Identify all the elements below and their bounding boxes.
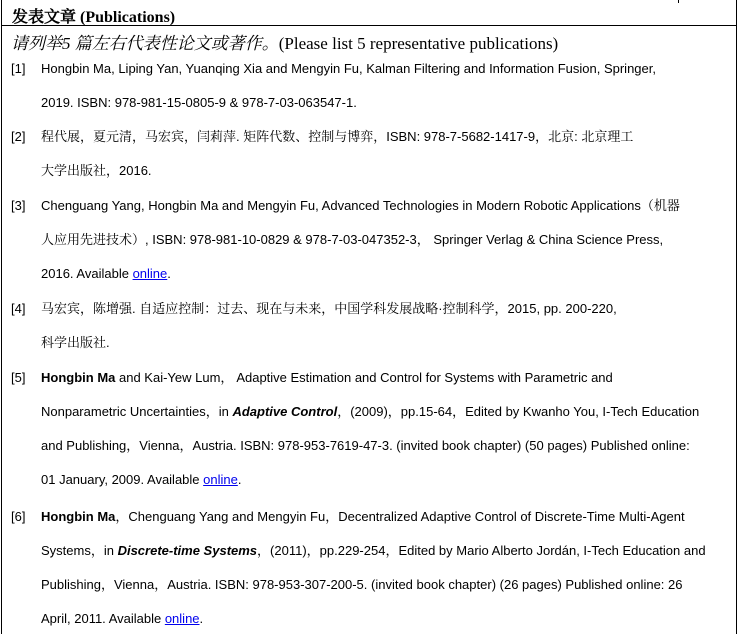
online-link[interactable]: online — [203, 472, 238, 487]
publication-number: [3] — [11, 198, 26, 213]
publication-text-line — [41, 500, 685, 534]
book-title: Discrete-time Systems — [117, 543, 258, 558]
publication-text-line: 马宏宾，陈增强. 自适应控制：过去、现在与未来，中国学科发展战略·控制科学，2015, pp. 200-220, — [41, 301, 617, 316]
book-title: Adaptive Control — [232, 404, 338, 419]
publication-text-line: 2019. ISBN: 978-981-15-0805-9 & 978-7-03-063547-1. — [41, 95, 357, 110]
online-link[interactable]: online — [164, 611, 200, 626]
publication-number: [4] — [11, 301, 26, 316]
publication-text-line: Publishing，Vienna，Austria. ISBN: 978-953-307-200-5. (invited book chapter) (26 pages) Published online: 26 — [41, 577, 683, 592]
publication-text: and Kai-Yew Lum， Adaptive Estimation and Control for Systems with Parametric and — [115, 370, 613, 385]
publication-text-line: 科学出版社. — [41, 335, 110, 350]
publication-text-line: 程代展，夏元清，马宏宾，闫莉萍. 矩阵代数、控制与博弈，ISBN: 978-7-5682-1417-9，北京: 北京理工 — [41, 129, 634, 144]
publication-text-line: 大学出版社，2016. — [41, 163, 152, 178]
publication-text: ，Chenguang Yang and Mengyin Fu，Decentralized Adaptive Control of Discrete-Time Multi-Agent — [115, 509, 685, 524]
publication-text-line: Hongbin Ma, Liping Yan, Yuanqing Xia and Mengyin Fu, Kalman Filtering and Information Fusion, Springer, — [41, 61, 656, 76]
publication-text-line — [41, 463, 241, 497]
publication-text: . — [167, 266, 171, 281]
publication-number: [1] — [11, 61, 26, 76]
author-name: Hongbin Ma — [41, 509, 116, 524]
publication-text-line: Chenguang Yang, Hongbin Ma and Mengyin Fu, Advanced Technologies in Modern Robotic Applications（机器 — [41, 198, 680, 213]
publication-number: [5] — [11, 370, 26, 385]
publication-text-line: and Publishing，Vienna，Austria. ISBN: 978-953-7619-47-3. (invited book chapter) (50 pages) Published online: — [41, 438, 690, 453]
publication-text-line — [41, 534, 706, 568]
publication-text: . — [237, 472, 242, 487]
publication-text-line — [41, 395, 699, 429]
publication-number: [6] — [11, 509, 26, 524]
publication-text: 01 January, 2009. Available — [41, 472, 204, 487]
author-name: Hongbin Ma — [41, 370, 116, 385]
publication-text: April, 2011. Available — [41, 611, 165, 626]
publication-text-line — [41, 257, 171, 291]
online-link[interactable]: online — [132, 266, 168, 281]
publication-text: Nonparametric Uncertainties，in — [41, 404, 233, 419]
header-cell-divider — [678, 0, 679, 3]
section-instruction — [11, 29, 558, 54]
publication-text: 2016. Available — [41, 266, 133, 281]
publication-text: . — [199, 611, 204, 626]
publication-text: ，(2009)，pp.15-64，Edited by Kwanho You, I-Tech Education — [337, 404, 700, 419]
publication-text-line — [41, 602, 203, 636]
instruction-chinese: 请列举5 篇左右代表性论文或著作。 — [11, 34, 279, 53]
section-title: 发表文章 (Publications) — [12, 9, 176, 26]
publication-number: [2] — [11, 129, 26, 144]
publication-text: Systems，in — [41, 543, 118, 558]
publication-text: ，(2011)，pp.229-254，Edited by Mario Alberto Jordán, I-Tech Education and — [257, 543, 706, 558]
publication-text-line — [41, 361, 613, 395]
publication-text-line: 人应用先进技术）, ISBN: 978-981-10-0829 & 978-7-03-047352-3， Springer Verlag & China Science Press, — [41, 232, 664, 247]
section-header-row — [1, 0, 737, 26]
instruction-english: (Please list 5 representative publications) — [278, 34, 559, 53]
